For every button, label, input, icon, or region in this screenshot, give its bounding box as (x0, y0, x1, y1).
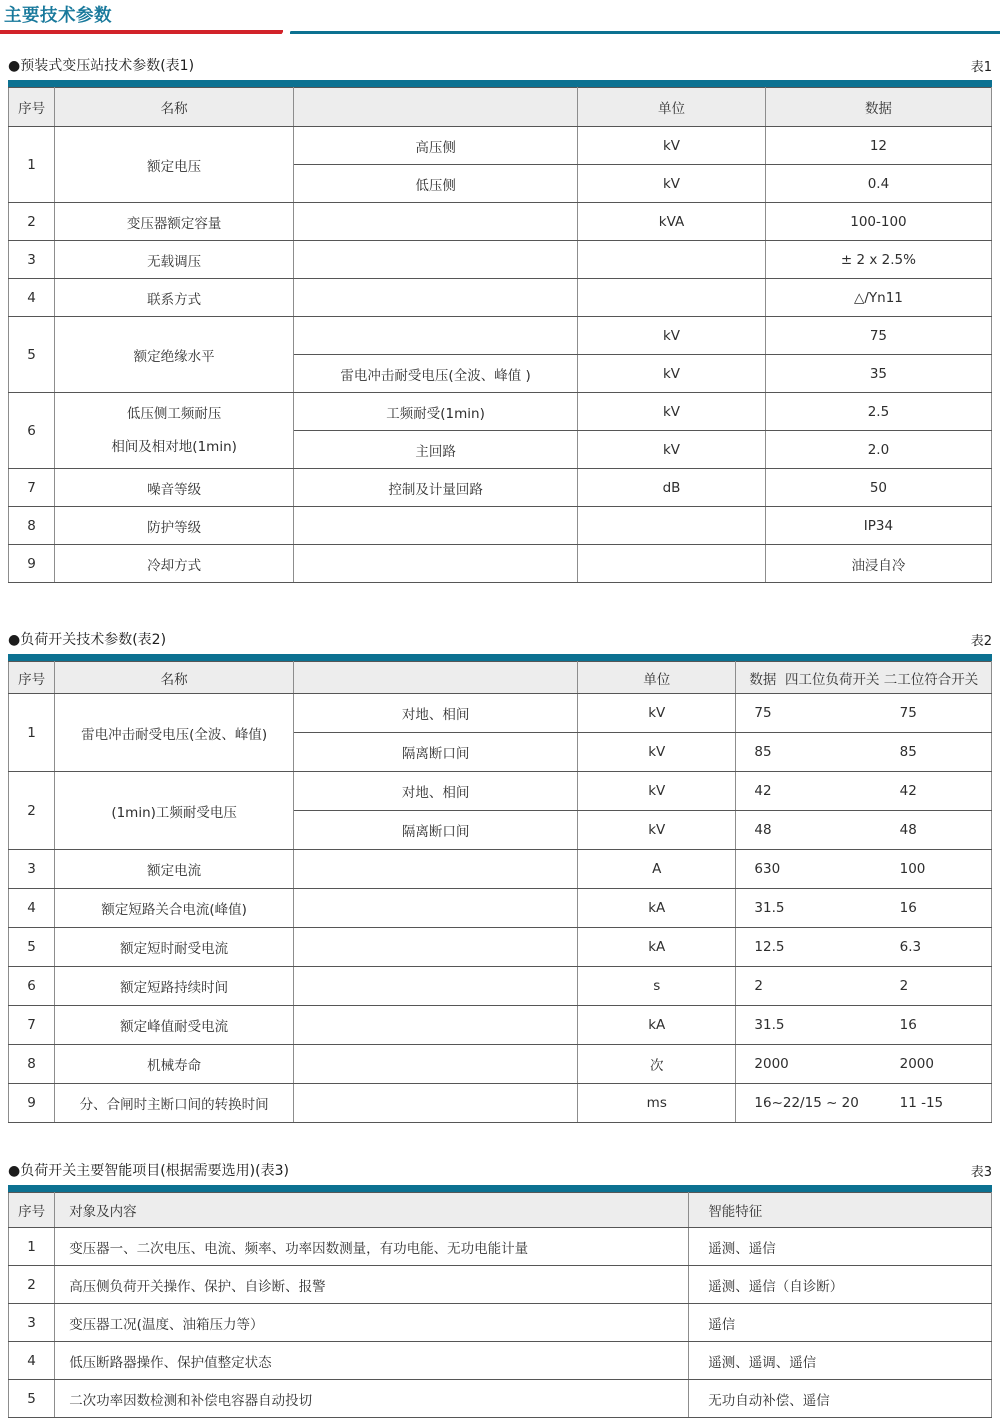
table3-header-no: 序号 (9, 1193, 55, 1228)
table1-header-sub (294, 88, 578, 127)
param-name: 防护等级 (55, 507, 294, 545)
section2-label-row (8, 629, 992, 649)
item-object: 变压器一、二次电压、电流、频率、功率因数测量，有功电能、无功电能计量 (55, 1228, 689, 1266)
table2-header-data: 数据 四工位负荷开关 二工位符合开关 (736, 662, 992, 694)
param-sub (294, 203, 578, 241)
table2-header-row (9, 662, 992, 694)
param-unit (578, 545, 766, 583)
param-sub (294, 507, 578, 545)
param-sub: 对地、相间 (294, 772, 578, 811)
table-row (9, 1266, 992, 1304)
table-row (9, 1084, 992, 1123)
item-feature: 遥测、遥调、遥信 (689, 1342, 992, 1380)
param-unit: kA (578, 889, 736, 928)
table-row (9, 850, 992, 889)
param-name: 额定短时耐受电流 (55, 928, 294, 967)
param-sub (294, 1084, 578, 1123)
param-sub (294, 317, 578, 355)
section3-label: ●负荷开关主要智能项目(根据需要选用)(表3) (8, 1163, 289, 1179)
item-object: 低压断路器操作、保护值整定状态 (55, 1342, 689, 1380)
section3-label-row (8, 1160, 992, 1180)
table-row (9, 1304, 992, 1342)
param-name: 额定绝缘水平 (55, 317, 294, 393)
table-row (9, 279, 992, 317)
param-unit: dB (578, 469, 766, 507)
row-no: 1 (9, 127, 55, 203)
param-sub: 隔离断口间 (294, 733, 578, 772)
param-value: 35 (765, 355, 991, 393)
param-unit: kV (578, 393, 766, 431)
param-unit: kV (578, 694, 736, 733)
param-sub (294, 1045, 578, 1084)
table-row (9, 967, 992, 1006)
value-four-position: 75 (736, 694, 867, 733)
param-sub: 控制及计量回路 (294, 469, 578, 507)
row-no: 4 (9, 279, 55, 317)
table-row (9, 1045, 992, 1084)
title-underline-teal-segment (290, 31, 1000, 34)
table-row (9, 469, 992, 507)
section2-tag: 表2 (970, 634, 992, 649)
item-feature: 遥信 (689, 1304, 992, 1342)
param-name-line1: 低压侧工频耐压 (126, 405, 222, 422)
item-object: 高压侧负荷开关操作、保护、自诊断、报警 (55, 1266, 689, 1304)
item-feature: 遥测、遥信 (689, 1228, 992, 1266)
param-name: 无载调压 (55, 241, 294, 279)
table-row (9, 1342, 992, 1380)
param-sub (294, 928, 578, 967)
param-unit: kV (578, 811, 736, 850)
table1-header-data: 数据 (765, 88, 991, 127)
value-four-position: 2000 (736, 1045, 867, 1084)
param-sub (294, 967, 578, 1006)
param-unit: s (578, 967, 736, 1006)
row-no: 1 (9, 694, 55, 772)
param-unit (578, 507, 766, 545)
param-value: 75 (765, 317, 991, 355)
value-four-position: 48 (736, 811, 867, 850)
row-no: 5 (9, 317, 55, 393)
param-sub (294, 1006, 578, 1045)
section3-tag: 表3 (970, 1165, 992, 1180)
table-row (9, 507, 992, 545)
param-unit: kV (578, 165, 766, 203)
item-feature: 遥测、遥信（自诊断） (689, 1266, 992, 1304)
value-four-position: 16~22/15 ~ 20 (736, 1084, 867, 1123)
param-name: 雷电冲击耐受电压(全波、峰值) (55, 694, 294, 772)
row-no: 9 (9, 545, 55, 583)
table1-header-name: 名称 (55, 88, 294, 127)
row-no: 4 (9, 1342, 55, 1380)
param-value: ± 2 x 2.5% (765, 241, 991, 279)
param-unit: kV (578, 772, 736, 811)
param-value: 100-100 (765, 203, 991, 241)
param-name: 冷却方式 (55, 545, 294, 583)
param-unit: kA (578, 928, 736, 967)
param-sub: 高压侧 (294, 127, 578, 165)
table-row (9, 772, 992, 811)
param-unit: kV (578, 355, 766, 393)
row-no: 7 (9, 1006, 55, 1045)
row-no: 6 (9, 967, 55, 1006)
row-no: 8 (9, 507, 55, 545)
param-unit: 次 (578, 1045, 736, 1084)
param-name: 额定电流 (55, 850, 294, 889)
table3-header-row (9, 1193, 992, 1228)
table1-header-no: 序号 (9, 88, 55, 127)
table-row (9, 545, 992, 583)
row-no: 2 (9, 203, 55, 241)
param-sub: 工频耐受(1min) (294, 393, 578, 431)
param-name: 联系方式 (55, 279, 294, 317)
param-value: △/Yn11 (765, 279, 991, 317)
value-two-position: 42 (867, 772, 992, 811)
param-name: 额定短路持续时间 (55, 967, 294, 1006)
param-unit: kV (578, 431, 766, 469)
row-no: 5 (9, 928, 55, 967)
row-no: 2 (9, 772, 55, 850)
table-row (9, 1380, 992, 1418)
table-row (9, 1228, 992, 1266)
param-name: 额定电压 (55, 127, 294, 203)
param-name (55, 393, 294, 469)
table-intelligent-items (8, 1192, 992, 1418)
param-sub (294, 889, 578, 928)
value-two-position: 2 (867, 967, 992, 1006)
param-sub: 对地、相间 (294, 694, 578, 733)
param-sub (294, 279, 578, 317)
param-sub: 低压侧 (294, 165, 578, 203)
param-unit (578, 279, 766, 317)
param-unit: kV (578, 127, 766, 165)
param-value: 50 (765, 469, 991, 507)
value-four-position: 630 (736, 850, 867, 889)
param-name: 额定峰值耐受电流 (55, 1006, 294, 1045)
table-prefab-substation-params (8, 87, 992, 583)
value-two-position: 16 (867, 1006, 992, 1045)
table1-top-bar (8, 80, 992, 87)
item-object: 二次功率因数检测和补偿电容器自动投切 (55, 1380, 689, 1418)
table2-header-no: 序号 (9, 662, 55, 694)
section1-tag: 表1 (970, 60, 992, 75)
section2-label: ●负荷开关技术参数(表2) (8, 632, 167, 648)
section1-label: ●预装式变压站技术参数(表1) (8, 58, 195, 74)
value-two-position: 48 (867, 811, 992, 850)
row-no: 9 (9, 1084, 55, 1123)
param-sub (294, 545, 578, 583)
value-two-position: 6.3 (867, 928, 992, 967)
row-no: 3 (9, 241, 55, 279)
param-sub (294, 241, 578, 279)
table-load-switch-params (8, 661, 992, 1123)
param-name: 分、合闸时主断口间的转换时间 (55, 1084, 294, 1123)
table-row (9, 203, 992, 241)
param-value: 12 (765, 127, 991, 165)
param-unit: kA (578, 1006, 736, 1045)
value-four-position: 2 (736, 967, 867, 1006)
param-value: 油浸自冷 (765, 545, 991, 583)
value-two-position: 75 (867, 694, 992, 733)
row-no: 3 (9, 1304, 55, 1342)
title-underline (0, 30, 1000, 34)
table3-header-object: 对象及内容 (55, 1193, 689, 1228)
param-unit (578, 241, 766, 279)
param-name: (1min)工频耐受电压 (55, 772, 294, 850)
value-four-position: 42 (736, 772, 867, 811)
table-row (9, 889, 992, 928)
param-unit: A (578, 850, 736, 889)
table-row (9, 317, 992, 355)
table2-header-name: 名称 (55, 662, 294, 694)
value-two-position: 85 (867, 733, 992, 772)
table3-header-feature: 智能特征 (689, 1193, 992, 1228)
param-value: 2.0 (765, 431, 991, 469)
table2-header-unit: 单位 (578, 662, 736, 694)
row-no: 1 (9, 1228, 55, 1266)
param-name: 噪音等级 (55, 469, 294, 507)
row-no: 2 (9, 1266, 55, 1304)
item-object: 变压器工况(温度、油箱压力等） (55, 1304, 689, 1342)
row-no: 5 (9, 1380, 55, 1418)
title-underline-red-segment (0, 30, 283, 34)
table-row (9, 393, 992, 431)
row-no: 8 (9, 1045, 55, 1084)
param-sub: 雷电冲击耐受电压(全波、峰值 ) (294, 355, 578, 393)
table-row (9, 928, 992, 967)
value-four-position: 31.5 (736, 1006, 867, 1045)
row-no: 6 (9, 393, 55, 469)
param-value: 2.5 (765, 393, 991, 431)
param-name: 机械寿命 (55, 1045, 294, 1084)
row-no: 7 (9, 469, 55, 507)
page-title: 主要技术参数 (4, 6, 112, 26)
param-unit: kV (578, 317, 766, 355)
param-name-line2: 相间及相对地(1min) (111, 438, 237, 455)
table-row (9, 127, 992, 165)
param-sub (294, 850, 578, 889)
table-row (9, 694, 992, 733)
table1-header-row (9, 88, 992, 127)
item-feature: 无功自动补偿、遥信 (689, 1380, 992, 1418)
table1-header-unit: 单位 (578, 88, 766, 127)
value-two-position: 16 (867, 889, 992, 928)
value-two-position: 2000 (867, 1045, 992, 1084)
table2-top-bar (8, 654, 992, 661)
section1-label-row (8, 55, 992, 75)
param-sub: 主回路 (294, 431, 578, 469)
param-sub: 隔离断口间 (294, 811, 578, 850)
row-no: 4 (9, 889, 55, 928)
param-unit: kVA (578, 203, 766, 241)
value-two-position: 11 -15 (867, 1084, 992, 1123)
value-four-position: 31.5 (736, 889, 867, 928)
row-no: 3 (9, 850, 55, 889)
table2-header-sub (294, 662, 578, 694)
param-name: 变压器额定容量 (55, 203, 294, 241)
value-four-position: 85 (736, 733, 867, 772)
table-row (9, 241, 992, 279)
table3-top-bar (8, 1185, 992, 1192)
param-value: 0.4 (765, 165, 991, 203)
param-name: 额定短路关合电流(峰值) (55, 889, 294, 928)
param-value: IP34 (765, 507, 991, 545)
param-unit: kV (578, 733, 736, 772)
value-two-position: 100 (867, 850, 992, 889)
param-unit: ms (578, 1084, 736, 1123)
table-row (9, 1006, 992, 1045)
value-four-position: 12.5 (736, 928, 867, 967)
